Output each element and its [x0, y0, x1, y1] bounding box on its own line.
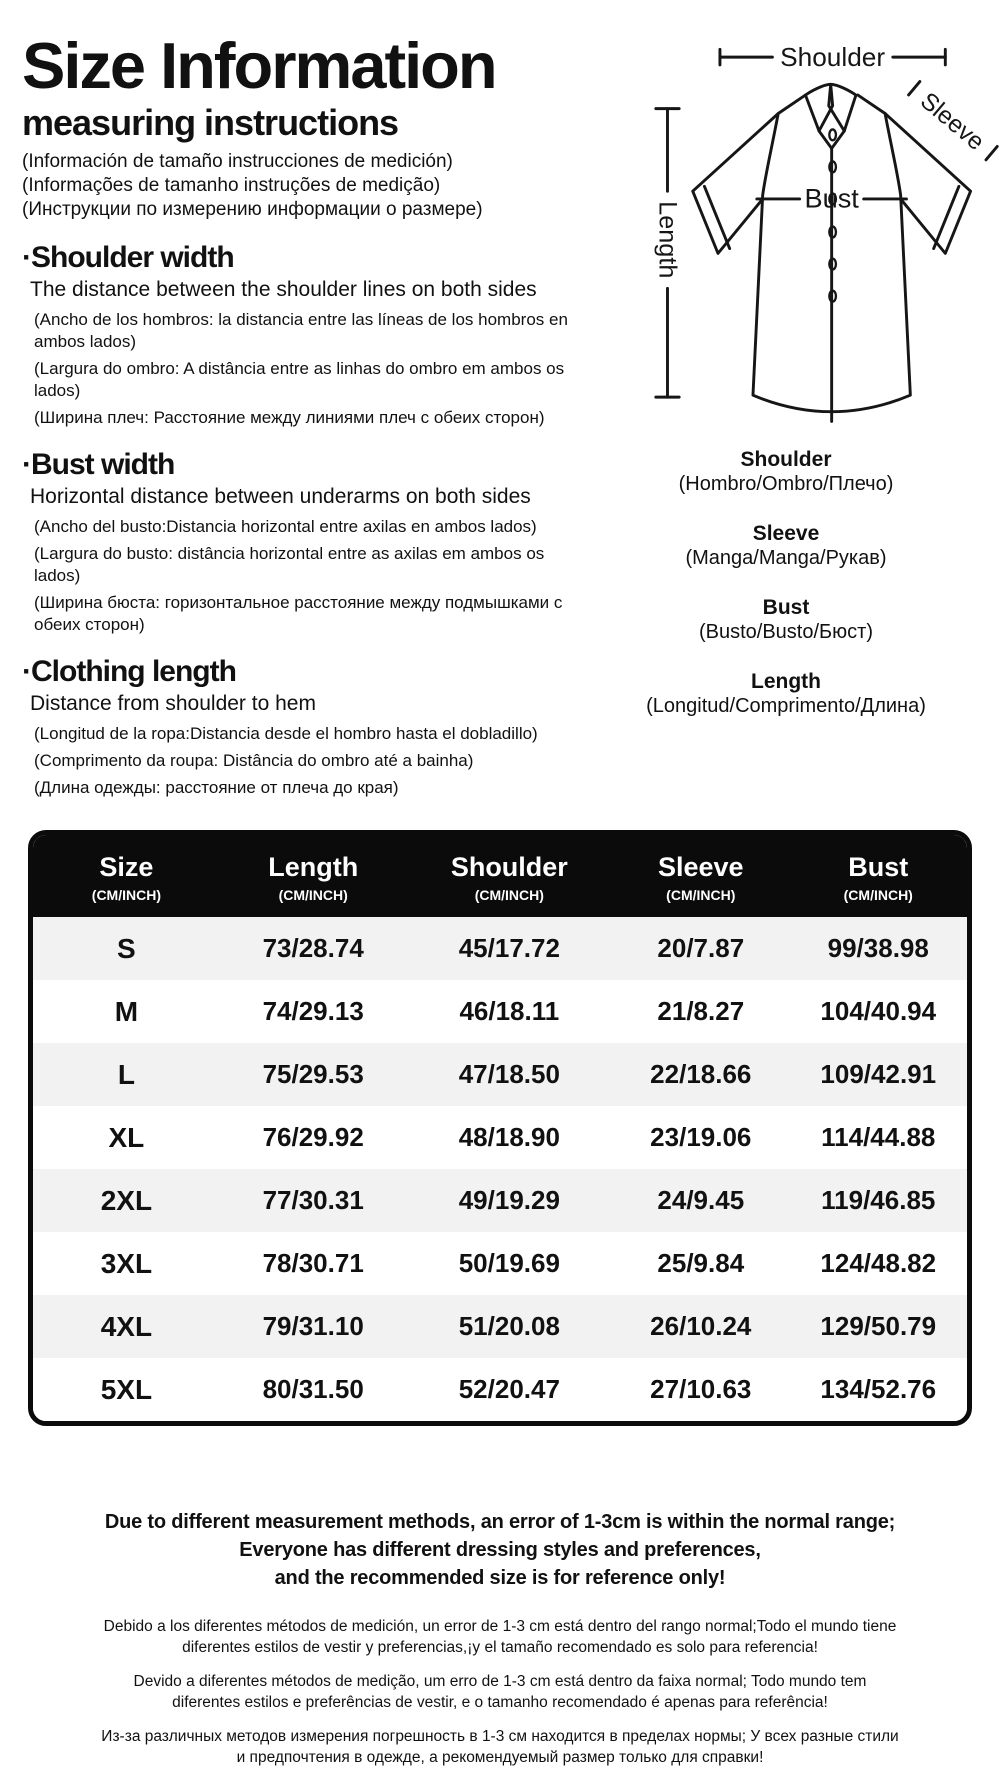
- notice-line: Everyone has different dressing styles and preferences,: [239, 1539, 761, 1562]
- measure-name: Shoulder: [740, 448, 832, 471]
- cell-length: 74/29.13: [262, 996, 364, 1027]
- cell-shoulder: 51/20.08: [458, 1311, 560, 1342]
- cell-bust: 119/46.85: [821, 1185, 936, 1216]
- measure-translation: (Hombro/Ombro/Плечо): [678, 473, 894, 495]
- footer: [0, 1508, 1000, 1768]
- cell-length: 80/31.50: [262, 1374, 364, 1405]
- measure-label-shoulder: [572, 447, 1000, 497]
- section-title-text: Shoulder width: [31, 241, 234, 275]
- shirt-diagram: [572, 28, 1000, 436]
- cell-size: S: [117, 932, 136, 964]
- notice-translation-line: Debido a los diferentes métodos de medición, un error de 1-3 cm está dentro del rango normal;Todo el mundo tiene: [103, 1618, 897, 1636]
- section-clothing-length: [22, 655, 572, 799]
- section-translation-ru: (Ширина бюста: горизонтальное расстояние между подмышками с обеих сторон): [34, 593, 563, 635]
- section-title-text: Clothing length: [31, 655, 236, 689]
- cell-shoulder: 46/18.11: [459, 996, 560, 1027]
- cell-sleeve: 25/9.84: [657, 1248, 745, 1279]
- notice-translation-line: diferentes estilos e preferências de vestir, e o tamanho recomendado é apenas para referência!: [172, 1694, 828, 1712]
- notice-translation-es: [0, 1616, 1000, 1658]
- table-row: [33, 1232, 967, 1295]
- notice-translation-line: Devido a diferentes métodos de medição, um erro de 1-3 cm está dentro da faixa normal; Todo mundo tem: [133, 1673, 867, 1691]
- table-row: [33, 917, 967, 980]
- table-header-size: Size (CM/INCH): [33, 835, 220, 917]
- section-title: [22, 241, 572, 274]
- table-header-sleeve: Sleeve (CM/INCH): [612, 835, 789, 917]
- cell-size: 4XL: [100, 1310, 153, 1342]
- section-translation-ru: (Длина одежды: расстояние от плеча до края): [34, 778, 399, 798]
- cell-size: 3XL: [100, 1247, 153, 1279]
- cell-length: 78/30.71: [262, 1248, 364, 1279]
- measure-name: Sleeve: [752, 522, 820, 545]
- section-title-text: Bust width: [31, 448, 175, 482]
- section-description: Distance from shoulder to hem: [30, 692, 316, 716]
- cell-shoulder: 49/19.29: [458, 1185, 560, 1216]
- cell-size: L: [117, 1058, 135, 1090]
- subtitle-translation-ru: (Инструкции по измерению информации о размере): [22, 199, 483, 221]
- notice-translation-line: diferentes estilos de vestir y preferencias,¡y el tamaño recomendado es solo para referencia!: [182, 1639, 818, 1657]
- measurement-notice: [0, 1508, 1000, 1592]
- section-shoulder-width: [22, 241, 572, 429]
- diagram-sleeve-label: Sleeve: [915, 87, 990, 156]
- section-translation-ru: (Ширина плеч: Расстояние между линиями плеч с обеих сторон): [34, 408, 545, 428]
- notice-translation-line: и предпочтения в одежде, а рекомендуемый размер только для справки!: [236, 1749, 764, 1767]
- cell-size: 5XL: [100, 1373, 153, 1405]
- diagram-length-label: Length: [653, 201, 682, 279]
- subtitle-translations: [22, 150, 572, 222]
- table-row: [33, 1358, 967, 1421]
- bullet: ·: [22, 241, 31, 275]
- section-translation-pt: (Largura do busto: distância horizontal entre as axilas em ambos os lados): [34, 544, 545, 586]
- notice-translation-line: Из-за различных методов измерения погрешность в 1-3 см находится в пределах нормы; У всех разные стили: [101, 1728, 899, 1746]
- notice-line: and the recommended size is for reference only!: [274, 1567, 726, 1590]
- cell-sleeve: 27/10.63: [650, 1374, 752, 1405]
- section-translation-es: (Longitud de la ropa:Distancia desde el hombro hasta el dobladillo): [34, 724, 538, 744]
- notice-translations: [0, 1616, 1000, 1768]
- bullet: ·: [22, 655, 31, 689]
- measure-labels: [572, 447, 1000, 719]
- table-row: [33, 1043, 967, 1106]
- measure-label-sleeve: [572, 521, 1000, 571]
- table-row: [33, 1169, 967, 1232]
- measure-name: Length: [751, 670, 821, 693]
- cell-bust: 99/38.98: [827, 933, 929, 964]
- section-translation-pt: (Largura do ombro: A distância entre as linhas do ombro em ambos os lados): [34, 359, 565, 401]
- notice-translation-ru: [0, 1726, 1000, 1768]
- cell-size: 2XL: [100, 1184, 153, 1216]
- table-row: [33, 1106, 967, 1169]
- measure-translation: (Longitud/Comprimento/Длина): [646, 695, 926, 717]
- measure-label-length: [572, 669, 1000, 719]
- measure-translation: (Manga/Manga/Рукав): [685, 547, 887, 569]
- cell-length: 73/28.74: [262, 933, 364, 964]
- table-row: [33, 980, 967, 1043]
- top-section: [0, 0, 1000, 804]
- measure-label-bust: [572, 595, 1000, 645]
- cell-bust: 114/44.88: [821, 1122, 936, 1153]
- cell-sleeve: 23/19.06: [650, 1122, 752, 1153]
- section-bust-width: [22, 448, 572, 636]
- cell-size: XL: [108, 1121, 145, 1153]
- cell-length: 76/29.92: [262, 1122, 364, 1153]
- cell-length: 77/30.31: [262, 1185, 364, 1216]
- cell-bust: 124/48.82: [820, 1248, 937, 1279]
- section-description: The distance between the shoulder lines on both sides: [30, 278, 537, 302]
- size-table: [28, 830, 972, 1426]
- measure-name: Bust: [762, 596, 810, 619]
- cell-bust: 104/40.94: [820, 996, 937, 1027]
- section-translation-pt: (Comprimento da roupa: Distância do ombro até a bainha): [34, 751, 474, 771]
- cell-sleeve: 20/7.87: [657, 933, 745, 964]
- diagram-column: [572, 26, 1000, 804]
- bullet: ·: [22, 448, 31, 482]
- notice-line: Due to different measurement methods, an error of 1-3cm is within the normal range;: [104, 1511, 896, 1534]
- section-title: [22, 448, 572, 481]
- instructions-column: [0, 26, 572, 804]
- cell-length: 79/31.10: [262, 1311, 364, 1342]
- cell-shoulder: 48/18.90: [458, 1122, 560, 1153]
- cell-sleeve: 26/10.24: [650, 1311, 752, 1342]
- notice-translation-pt: [0, 1671, 1000, 1713]
- table-header-length: Length (CM/INCH): [220, 835, 407, 917]
- subtitle-translation-pt: (Informações de tamanho instruções de medição): [22, 175, 441, 197]
- cell-shoulder: 47/18.50: [458, 1059, 560, 1090]
- cell-bust: 129/50.79: [820, 1311, 937, 1342]
- section-translation-es: (Ancho de los hombros: la distancia entre las líneas de los hombros en ambos lados): [34, 310, 568, 352]
- cell-bust: 109/42.91: [820, 1059, 937, 1090]
- table-header-bust: Bust (CM/INCH): [790, 835, 967, 917]
- page-title: Size Information: [22, 29, 496, 102]
- table-header-shoulder: Shoulder (CM/INCH): [407, 835, 612, 917]
- cell-size: M: [114, 995, 139, 1027]
- measure-translation: (Busto/Busto/Бюст): [698, 621, 873, 643]
- cell-sleeve: 24/9.45: [657, 1185, 745, 1216]
- cell-sleeve: 21/8.27: [657, 996, 745, 1027]
- table-row: [33, 1295, 967, 1358]
- section-title: [22, 655, 572, 688]
- section-translation-es: (Ancho del busto:Distancia horizontal entre axilas en ambos lados): [34, 517, 537, 537]
- section-description: Horizontal distance between underarms on both sides: [30, 485, 531, 509]
- cell-shoulder: 50/19.69: [458, 1248, 560, 1279]
- cell-bust: 134/52.76: [820, 1374, 937, 1405]
- cell-length: 75/29.53: [262, 1059, 364, 1090]
- cell-sleeve: 22/18.66: [650, 1059, 752, 1090]
- diagram-bust-label: Bust: [804, 182, 859, 214]
- page-subtitle: measuring instructions: [22, 102, 399, 144]
- table-header-row: [33, 835, 967, 917]
- shirt-diagram-box: [572, 28, 1000, 441]
- cell-shoulder: 45/17.72: [458, 933, 560, 964]
- subtitle-translation-es: (Información de tamaño instrucciones de medición): [22, 151, 453, 173]
- diagram-shoulder-label: Shoulder: [780, 41, 886, 72]
- cell-shoulder: 52/20.47: [458, 1374, 560, 1405]
